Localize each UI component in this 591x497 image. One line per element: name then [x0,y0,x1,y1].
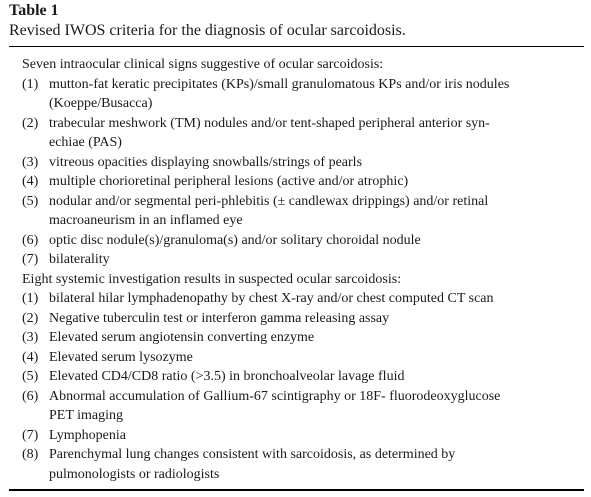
item-text [49,231,582,251]
item-text-line: nodular and/or segmental peri-phlebitis (± candlewax drippings) and/or retinal [49,193,489,209]
item-text [49,114,582,153]
item-text [49,367,582,387]
item-text-line: PET imaging [49,408,124,423]
criteria-item [22,426,582,446]
criteria-item [22,114,582,153]
item-number: (3) [22,330,39,345]
item-text [49,309,582,329]
item-text-line: vitreous opacities displaying snowballs/strings of pearls [49,154,363,170]
table-caption: Revised IWOS criteria for the diagnosis of ocular sarcoidosis. [9,22,406,39]
criteria-item [22,348,582,368]
criteria-item [22,172,582,192]
item-text [49,192,582,231]
item-text [49,289,582,309]
item-text-line: bilaterality [49,252,110,267]
item-text [49,250,582,270]
criteria-item [22,153,582,173]
item-text-line: Abnormal accumulation of Gallium-67 scintigraphy or 18F- fluorodeoxyglucose [49,388,501,404]
criteria-item [22,192,582,231]
item-number: (4) [22,174,39,189]
item-number: (1) [22,76,39,92]
section-header: Eight systemic investigation results in suspected ocular sarcoidosis: [22,271,402,287]
item-text-line: Elevated serum angiotensin converting enzyme [49,330,315,345]
item-text [49,387,582,426]
top-rule [9,46,584,47]
item-number: (5) [22,369,39,384]
item-number: (8) [22,447,39,462]
item-text-line: Negative tuberculin test or interferon gamma releasing assay [49,310,390,326]
item-text-line: Parenchymal lung changes consistent with sarcoidosis, as determined by [49,447,456,462]
criteria-item [22,75,582,114]
item-text [49,348,582,368]
criteria-item [22,231,582,251]
item-number: (5) [22,193,39,209]
item-text-line: bilateral hilar lymphadenopathy by chest X-ray and/or chest computed CT scan [49,291,494,306]
item-text [49,328,582,348]
item-number: (6) [22,232,39,248]
item-number: (4) [22,349,39,365]
item-text [49,426,582,446]
item-number: (3) [22,154,39,170]
item-text [49,172,582,192]
item-text-line: (Koeppe/Busacca) [49,96,153,111]
criteria-item [22,367,582,387]
item-text [49,153,582,173]
item-number: (6) [22,388,39,404]
item-text-line: multiple chorioretinal peripheral lesions (active and/or atrophic) [49,174,409,189]
item-number: (2) [22,115,39,131]
item-text-line: Elevated serum lysozyme [49,349,193,365]
table-label: Table 1 [9,2,59,19]
criteria-item [22,445,582,484]
item-text-line: Lymphopenia [49,427,126,443]
item-number: (7) [22,252,39,267]
item-text-line: mutton-fat keratic precipitates (KPs)/small granulomatous KPs and/or iris nodules [49,76,510,92]
criteria-item [22,328,582,348]
item-text-line: macroaneurism in an inflamed eye [49,213,243,228]
bottom-rule [9,489,584,491]
criteria-item [22,387,582,426]
item-number: (2) [22,310,39,326]
criteria-item [22,289,582,309]
item-text-line: Elevated CD4/CD8 ratio (>3.5) in bronchoalveolar lavage fluid [49,369,405,384]
item-number: (1) [22,291,39,306]
section-header: Seven intraocular clinical signs suggestive of ocular sarcoidosis: [22,57,384,72]
item-text [49,75,582,114]
item-text-line: optic disc nodule(s)/granuloma(s) and/or solitary choroidal nodule [49,232,421,248]
criteria-item [22,250,582,270]
item-text [49,445,582,484]
item-text-line: pulmonologists or radiologists [49,466,220,482]
item-text-line: trabecular meshwork (TM) nodules and/or tent-shaped peripheral anterior syn- [49,115,490,131]
criteria-item [22,309,582,329]
item-text-line: echiae (PAS) [49,135,122,150]
item-number: (7) [22,427,39,443]
criteria-table-body [22,55,582,484]
